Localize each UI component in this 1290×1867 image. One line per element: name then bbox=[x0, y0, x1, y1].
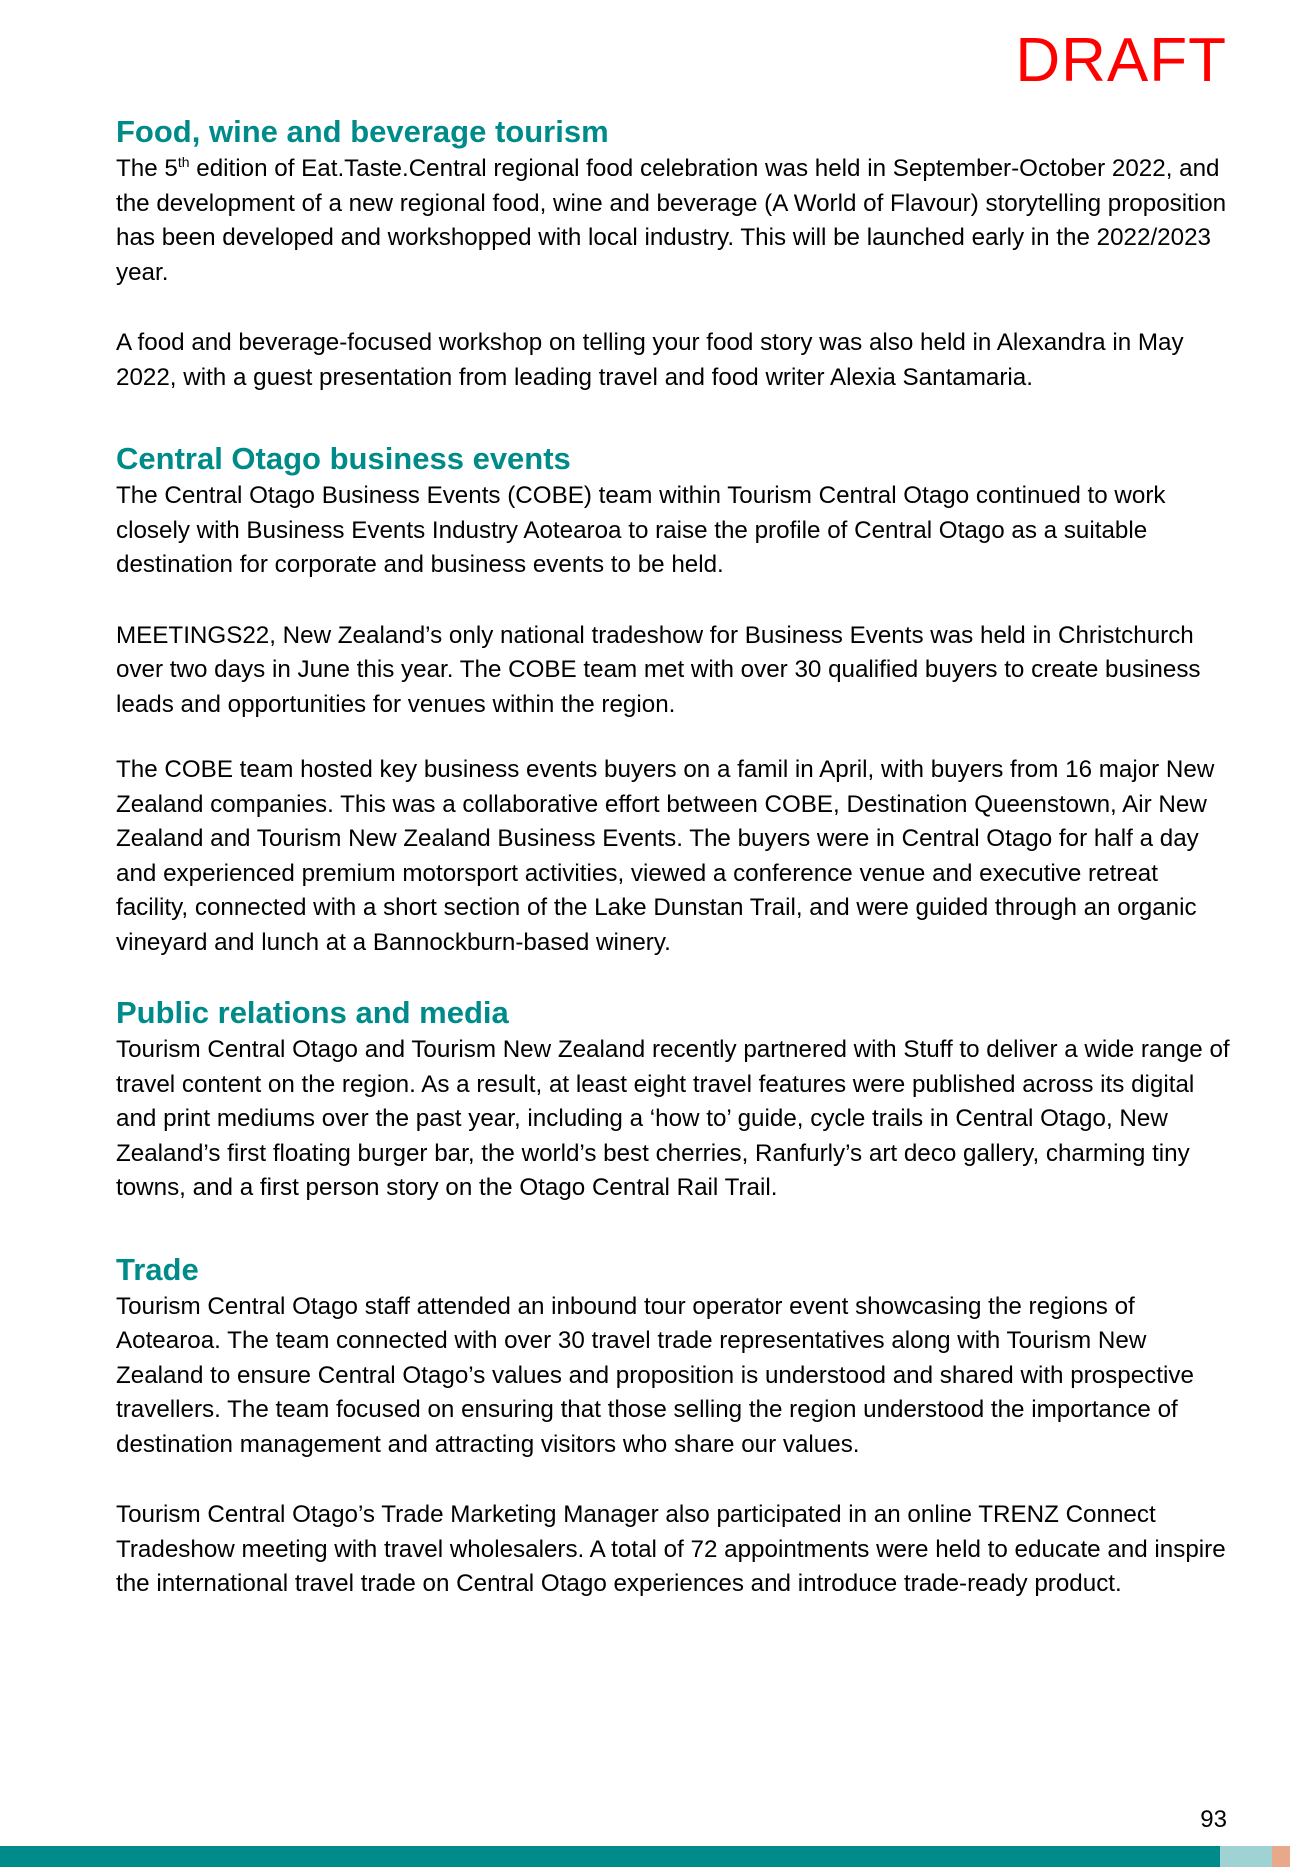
page-number: 93 bbox=[1200, 1806, 1227, 1833]
draft-watermark: DRAFT bbox=[1015, 26, 1227, 95]
paragraph: Tourism Central Otago’s Trade Marketing Manager also participated in an online TRENZ Connect Tradeshow meeting with travel wholesalers. A total of 72 appointments were held to educate and inspire the international travel trade on Central Otago experiences and introduce trade-ready product. bbox=[116, 1501, 1226, 1597]
section-heading: Public relations and media bbox=[116, 995, 509, 1030]
paragraph: MEETINGS22, New Zealand’s only national tradeshow for Business Events was held in Christchurch over two days in June this year. The COBE team met with over 30 qualified buyers to create business leads and opportunities for venues within the region. bbox=[116, 621, 1201, 718]
section-heading: Trade bbox=[116, 1251, 199, 1287]
paragraph: A food and beverage-focused workshop on telling your food story was also held in Alexandra in May 2022, with a guest presentation from leading travel and food writer Alexia Santamaria. bbox=[116, 329, 1184, 391]
paragraph: The COBE team hosted key business events buyers on a famil in April, with buyers from 16 major New Zealand companies. This was a collaborative effort between COBE, Destination Queenstown, Air New Zealand and Tourism New Zealand Business Events. The buyers were in Central Otago for half a day and experienced premium motorsport activities, viewed a conference venue and executive retreat facility, connected with a short section of the Lake Dunstan Trail, and were guided through an organic vineyard and lunch at a Bannockburn-based winery. bbox=[116, 756, 1215, 956]
footer-accent-end bbox=[1272, 1846, 1290, 1867]
section-business-events bbox=[116, 439, 1236, 960]
footer-bar bbox=[0, 1846, 1290, 1867]
document-body bbox=[116, 112, 1236, 1602]
footer-accent bbox=[1220, 1846, 1272, 1867]
section-public-relations bbox=[116, 993, 1236, 1206]
section-heading: Central Otago business events bbox=[116, 441, 571, 476]
paragraph: Tourism Central Otago staff attended an inbound tour operator event showcasing the regions of Aotearoa. The team connected with over 30 travel trade representatives along with Tourism New Zealand to ensure Central Otago’s values and proposition is understood and shared with prospective travellers. The team focused on ensuring that those selling the region understood the importance of destination management and attracting visitors who share our values. bbox=[116, 1292, 1194, 1458]
section-heading: Food, wine and beverage tourism bbox=[116, 114, 609, 149]
ordinal-suffix: th bbox=[177, 153, 190, 170]
paragraph: The 5th edition of Eat.Taste.Central regional food celebration was held in September-October 2022, and the development of a new regional food, wine and beverage (A World of Flavour) storytelling proposition has been developed and workshopped with local industry. This will be launched early in the 2022/2023 year. bbox=[116, 153, 1227, 286]
paragraph: Tourism Central Otago and Tourism New Zealand recently partnered with Stuff to deliver a wide range of travel content on the region. As a result, at least eight travel features were published across its digital and print mediums over the past year, including a ‘how to’ guide, cycle trails in Central Otago, New Zealand’s first floating burger bar, the world’s best cherries, Ranfurly’s art deco gallery, charming tiny towns, and a first person story on the Otago Central Rail Trail. bbox=[116, 1036, 1230, 1201]
paragraph: The Central Otago Business Events (COBE) team within Tourism Central Otago continued to work closely with Business Events Industry Aotearoa to raise the profile of Central Otago as a suitable destination for corporate and business events to be held. bbox=[116, 482, 1166, 578]
section-food-wine-beverage bbox=[116, 112, 1236, 395]
section-trade bbox=[116, 1250, 1236, 1602]
